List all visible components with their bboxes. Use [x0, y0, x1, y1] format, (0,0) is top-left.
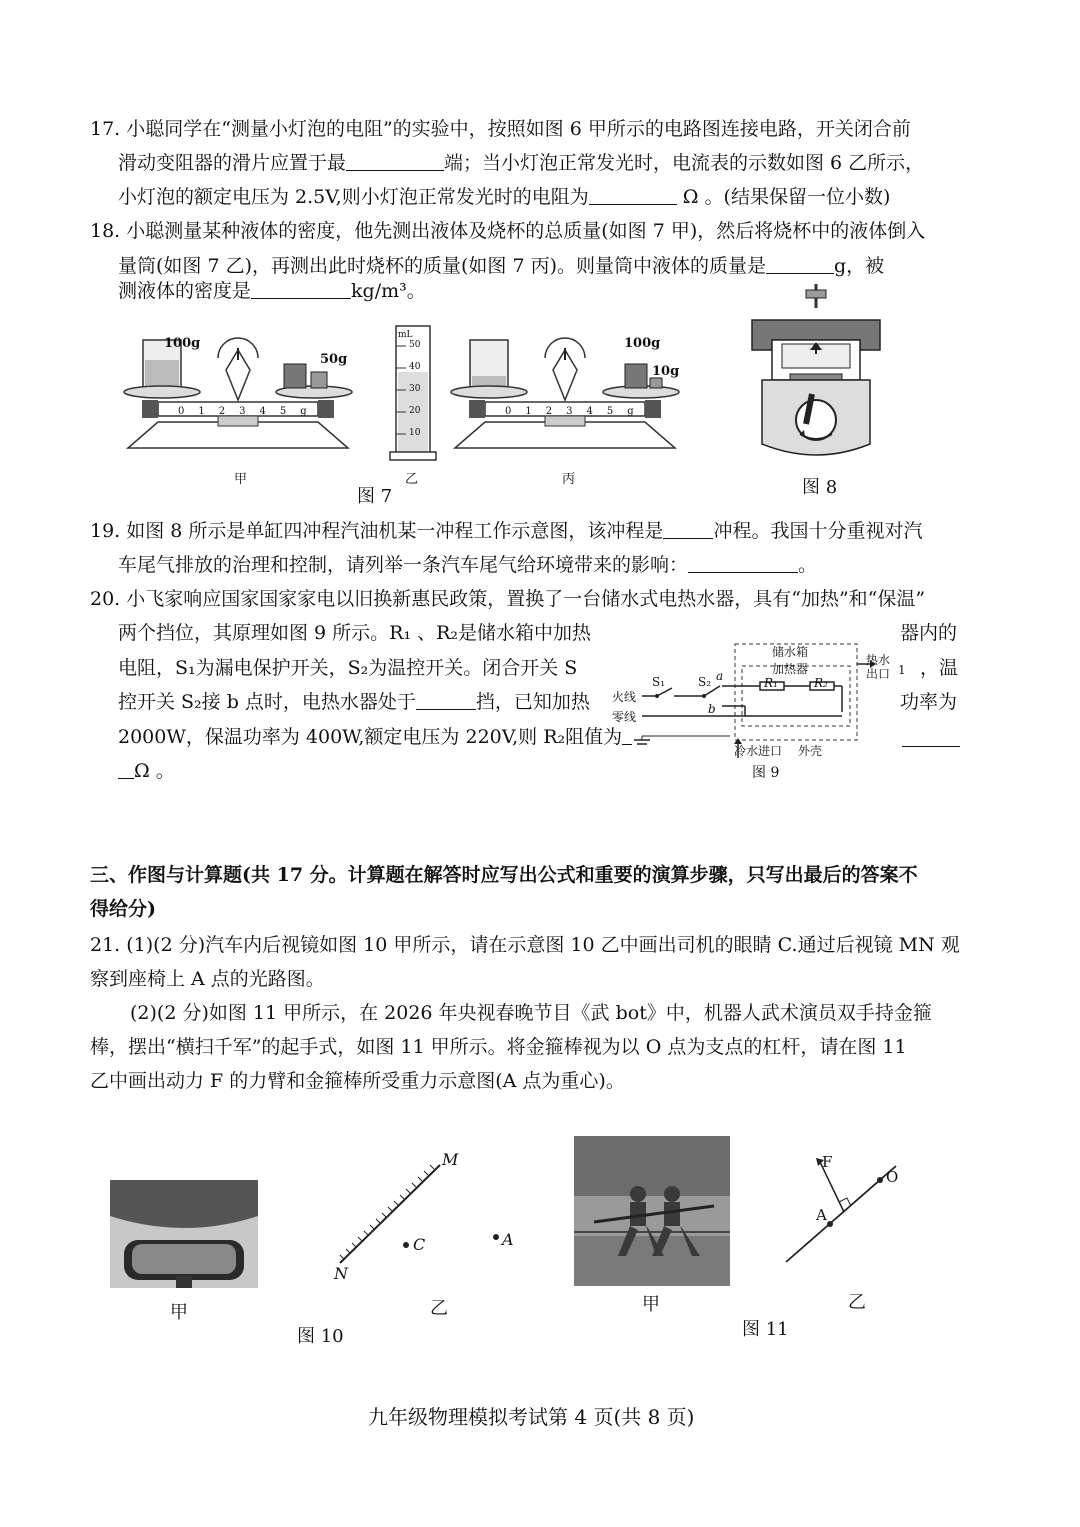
q19-blank2[interactable] — [688, 552, 798, 573]
q19-line1: 19. 如图 8 所示是单缸四冲程汽油机某一冲程工作示意图，该冲程是 冲程。我国十分重视对汽 — [90, 520, 923, 542]
fig7-ruler-jia: 012345g — [178, 406, 321, 417]
q17-line2: 滑动变阻器的滑片应置于最 端；当小灯泡正常发光时，电流表的示数如图 6 乙所示， — [118, 152, 925, 174]
fig9-one-label: 1 — [898, 663, 906, 677]
fig11-robot-photo — [574, 1136, 730, 1286]
page-footer: 九年级物理模拟考试第 4 页(共 8 页) — [368, 1405, 695, 1429]
fig9-r2-label: R₂ — [814, 676, 828, 690]
q21-line4: 棒，摆出“横扫千军”的起手式，如图 11 甲所示。将金箍棒视为以 O 点为支点的杠杆，请在图 11 — [90, 1036, 907, 1058]
fig7-cyl-tick-40: 40 — [409, 362, 421, 372]
q17-line1: 17. 小聪同学在“测量小灯泡的电阻”的实验中，按照如图 6 甲所示的电路图连接电路，开关闭合前 — [90, 118, 911, 140]
fig10-label-N: N — [334, 1264, 348, 1283]
fig9-b-label: b — [708, 702, 716, 716]
q17-blank1[interactable] — [346, 150, 444, 171]
fig9-shell-label: 外壳 — [798, 744, 823, 758]
q21-line5: 乙中画出动力 F 的力臂和金箍棒所受重力示意图(A 点为重心)。 — [90, 1070, 625, 1092]
fig7-cyl-tick-30: 30 — [409, 384, 421, 394]
fig11-label-A: A — [816, 1206, 827, 1224]
q20-blank1[interactable] — [416, 689, 476, 710]
fig9-fire-label: 火线 — [612, 690, 637, 704]
fig10-mirror-photo — [110, 1180, 258, 1288]
q21-line2: 察到座椅上 A 点的光路图。 — [90, 968, 325, 990]
fig9-outlet-label: 出口 — [866, 667, 891, 681]
q21-line3: (2)(2 分)如图 11 甲所示，在 2026 年央视春晚节目《武 bot》中，机器人武术演员双手持金箍 — [130, 1002, 932, 1024]
q20-line2a: 两个挡位，其原理如图 9 所示。R₁ 、R₂是储水箱中加热 — [118, 622, 592, 644]
fig9-tank-label: 储水箱 — [772, 645, 809, 659]
fig11-caption: 图 11 — [742, 1319, 789, 1340]
fig7-ruler-bing: 012345g — [505, 406, 648, 417]
fig8-caption: 图 8 — [802, 477, 838, 498]
q20-blank2b[interactable] — [902, 726, 960, 747]
fig9-hot-label: 热水 — [866, 653, 891, 667]
fig9-s1-label: S₁ — [652, 675, 666, 689]
fig7-caption: 图 7 — [357, 486, 393, 507]
fig7-label-jia: 甲 — [234, 472, 248, 487]
q18-line2: 量筒(如图 7 乙)，再测出此时烧杯的质量(如图 7 丙)。则量筒中液体的质量是 g，被 — [118, 255, 885, 277]
fig7-cyl-unit: mL — [398, 330, 413, 340]
q20-line4: 控开关 S₂接 b 点时，电热水器处于 挡，已知加热 — [118, 691, 590, 713]
fig7-weight-10g: 10g — [652, 364, 680, 379]
q18-line3: 测液体的密度是 kg/m³。 — [118, 280, 426, 302]
fig9-cold-label: 冷水进口 — [734, 744, 783, 758]
q20-line2b: 器内的 — [900, 622, 958, 644]
fig10-label-yi: 乙 — [430, 1298, 448, 1319]
q18-blank1[interactable] — [766, 253, 834, 274]
q18-line1: 18. 小聪测量某种液体的密度，他先测出液体及烧杯的总质量(如图 7 甲)，然后将烧杯中的液体倒入 — [90, 220, 926, 242]
fig11-label-yi: 乙 — [848, 1292, 866, 1313]
fig9-a-label: a — [716, 669, 724, 683]
q17-line3: 小灯泡的额定电压为 2.5V,则小灯泡正常发光时的电阻为 Ω 。(结果保留一位小数) — [118, 186, 891, 208]
fig7-weight-100g-a: 100g — [164, 336, 201, 351]
q19-line2: 车尾气排放的治理和控制，请列举一条汽车尾气给环境带来的影响： 。 — [118, 554, 818, 576]
q19-blank1[interactable] — [663, 518, 713, 539]
q18-blank2[interactable] — [251, 278, 351, 299]
fig7-balance-jia — [118, 330, 358, 460]
fig10-label-C: C — [413, 1235, 426, 1254]
q20-line6: Ω 。 — [118, 758, 175, 784]
fig10-label-jia: 甲 — [170, 1302, 188, 1323]
q21-line1: 21. (1)(2 分)汽车内后视镜如图 10 甲所示，请在示意图 10 乙中画出司机的眼睛 C.通过后视镜 MN 观 — [90, 934, 960, 956]
fig7-cyl-tick-50: 50 — [409, 340, 421, 350]
fig9-s2-label: S₂ — [698, 675, 712, 689]
fig9-heater-label: 加热器 — [772, 662, 809, 676]
fig8-engine — [742, 284, 890, 464]
q20-line1: 20. 小飞家响应国家国家家电以旧换新惠民政策，置换了一台储水式电热水器，具有“加热”和“保温” — [90, 588, 926, 610]
q20-blank2c[interactable] — [118, 758, 134, 779]
q20-line4c: 功率为 — [900, 691, 958, 713]
fig11-label-O: O — [886, 1168, 899, 1186]
fig7-weight-100g-b: 100g — [624, 336, 661, 351]
fig10-diagram — [330, 1155, 530, 1275]
q17-blank2[interactable] — [589, 184, 677, 205]
fig7-label-bing: 丙 — [562, 472, 576, 487]
fig7-cyl-tick-20: 20 — [409, 406, 421, 416]
q20-line3a: 电阻，S₁为漏电保护开关，S₂为温控开关。闭合开关 S — [118, 657, 578, 679]
fig9-zero-label: 零线 — [612, 710, 637, 724]
fig7-label-yi: 乙 — [405, 472, 419, 487]
fig7-cyl-tick-10: 10 — [409, 428, 421, 438]
fig9-r1-label: R₁ — [764, 676, 778, 690]
fig11-label-F: F — [822, 1153, 833, 1171]
fig11-label-jia: 甲 — [642, 1294, 660, 1315]
fig7-weight-50g: 50g — [320, 352, 348, 367]
q20-line5: 2000W，保温功率为 400W,额定电压为 220V,则 R₂阻值为 — [118, 724, 632, 750]
fig10-caption: 图 10 — [297, 1326, 344, 1347]
q20-line3b: ，温 — [920, 657, 959, 679]
fig10-label-M: M — [442, 1150, 459, 1169]
section3-heading-line1: 三、作图与计算题(共 17 分。计算题在解答时应写出公式和重要的演算步骤，只写出最后的答案不 — [90, 864, 918, 886]
section3-heading-line2: 得给分) — [90, 898, 156, 920]
fig9-caption: 图 9 — [752, 765, 780, 781]
fig10-label-A: A — [502, 1230, 514, 1249]
